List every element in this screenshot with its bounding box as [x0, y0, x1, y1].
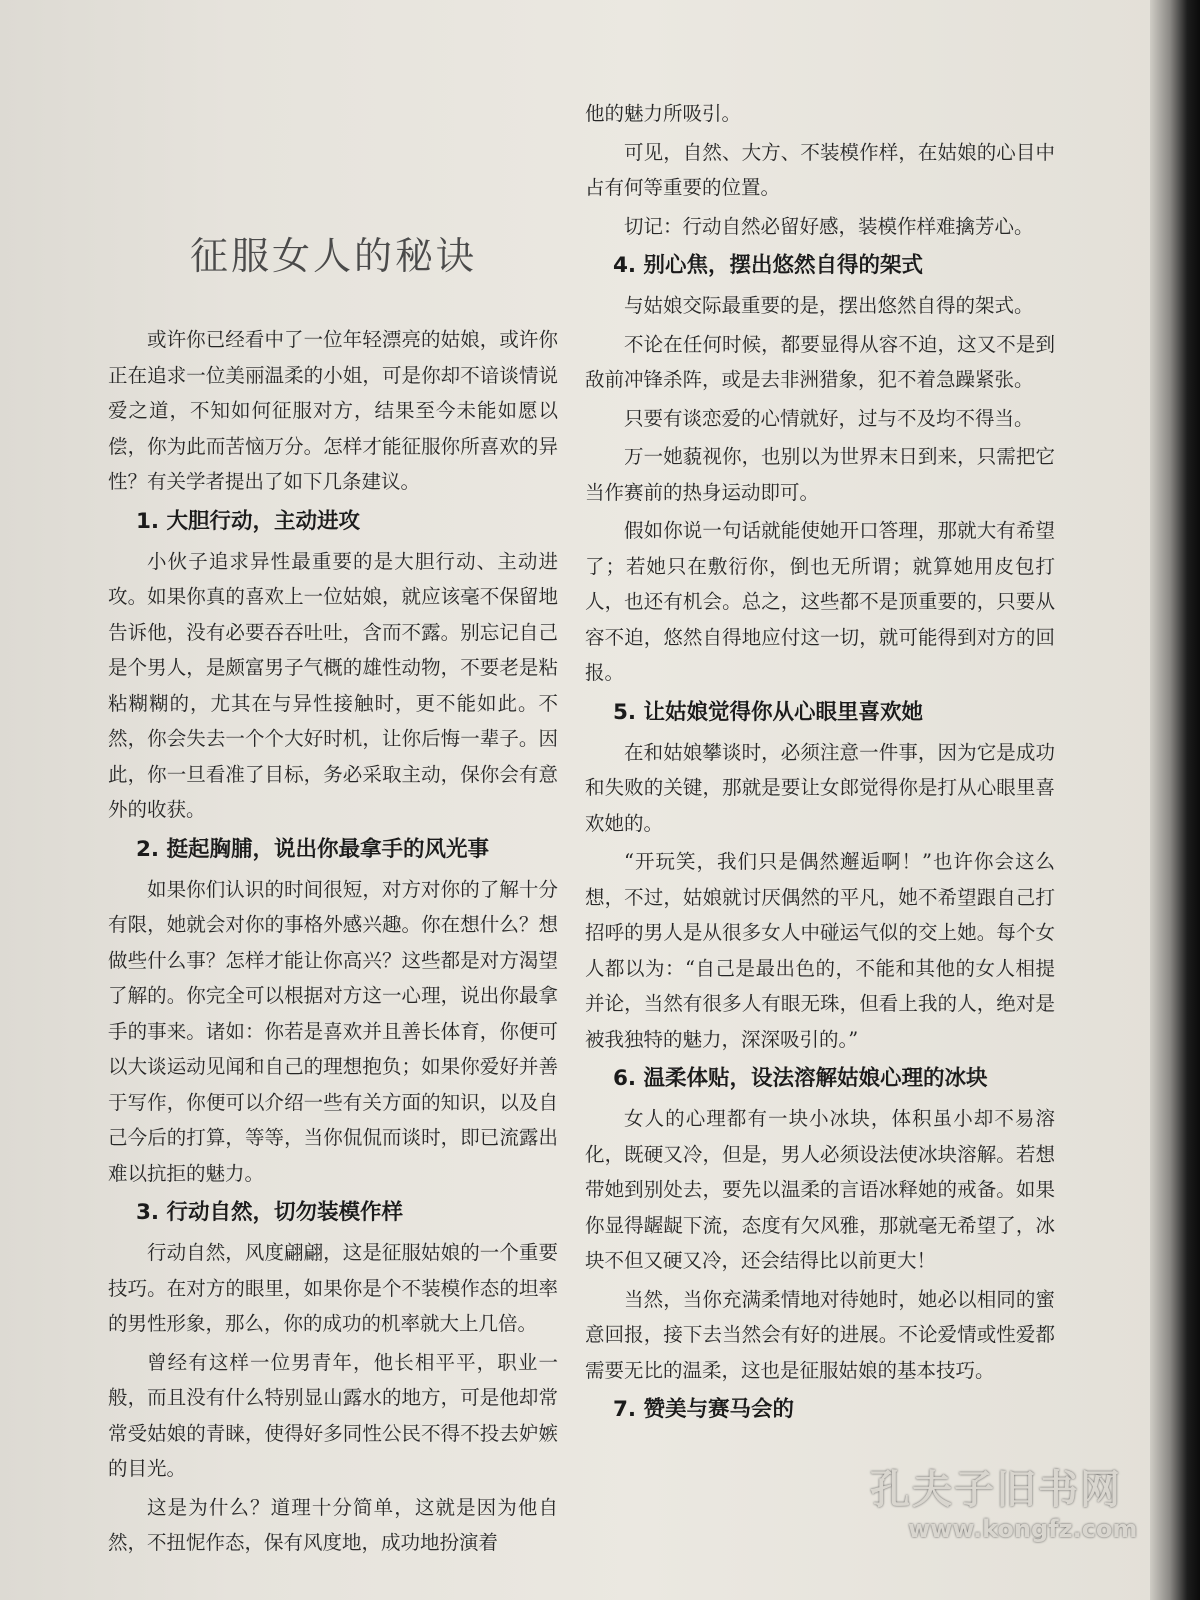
- paragraph: 只要有谈恋爱的心情就好，过与不及均不得当。: [624, 406, 1034, 430]
- section-heading: 6. 温柔体贴，设法溶解姑娘心理的冰块: [612, 1066, 988, 1091]
- watermark: [870, 1458, 1170, 1543]
- paragraph: 或许你已经看中了一位年轻漂亮的姑娘，或许你正在追求一位美丽温柔的小姐，可是你却不谙谈情说爱之道，不知如何征服对方，结果至今未能如愿以偿，你为此而苦恼万分。怎样才能征服你所喜欢的异性？有关学者提出了如下几条建议。: [108, 328, 558, 493]
- page-edge-shadow: [1150, 0, 1200, 1600]
- paragraph: 这是为什么？道理十分简单，这就是因为他自然，不扭怩作态，保有风度地，成功地扮演着: [108, 1495, 558, 1554]
- right-column: [585, 96, 1055, 1600]
- section-heading: 5. 让姑娘觉得你从心眼里喜欢她: [612, 699, 924, 725]
- paragraph: 在和姑娘攀谈时，必须注意一件事，因为它是成功和失败的关键，那就是要让女郎觉得你是打从心眼里喜欢她的。: [585, 740, 1055, 835]
- paragraph: 万一她藐视你，也别以为世界末日到来，只需把它当作赛前的热身运动即可。: [585, 445, 1055, 504]
- paragraph: 可见，自然、大方、不装模作样，在姑娘的心目中占有何等重要的位置。: [585, 140, 1055, 199]
- paragraph: 曾经有这样一位男青年，他长相平平，职业一般，而且没有什么特别显山露水的地方，可是他却常常受姑娘的青睐，使得好多同性公民不得不投去妒嫉的目光。: [108, 1350, 558, 1480]
- paragraph: 女人的心理都有一块小冰块，体积虽小却不易溶化，既硬又冷，但是，男人必须设法使冰块溶解。若想带她到别处去，要先以温柔的言语冰释她的戒备。如果你显得龌龊下流，态度有欠风雅，那就毫无希望了，冰块不但又硬又冷，还会结得比以前更大！: [585, 1107, 1055, 1272]
- paragraph: 如果你们认识的时间很短，对方对你的了解十分有限，她就会对你的事格外感兴趣。你在想什么？想做些什么事？怎样才能让你高兴？这些都是对方渴望了解的。你完全可以根据对方这一心理，说出你最拿手的事来。诸如：你若是喜欢并且善长体育，你便可以大谈运动见闻和自己的理想抱负；如果你爱好并善于写作，你便可以介绍一些有关方面的知识，以及自己今后的打算，等等，当你侃侃而谈时，即已流露出难以抗拒的魅力。: [108, 877, 558, 1185]
- section-heading: 7. 赞美与赛马会的: [612, 1397, 795, 1422]
- paragraph: 当然，当你充满柔情地对待她时，她必以相同的蜜意回报，接下去当然会有好的进展。不论爱情或性爱都需要无比的温柔，这也是征服姑娘的基本技巧。: [585, 1287, 1055, 1382]
- watermark-title: 孔夫子旧书网: [870, 1467, 1122, 1513]
- section-heading: 2. 挺起胸脯，说出你最拿手的风光事: [135, 836, 490, 862]
- section-heading: 4. 别心焦，摆出悠然自得的架式: [612, 253, 924, 278]
- bleed-through-text: [100, 110, 594, 144]
- section-heading: 1. 大胆行动，主动进攻: [135, 508, 361, 534]
- watermark-url: www.kongfz.com: [908, 1515, 1138, 1543]
- paragraph: 行动自然，风度翩翩，这是征服姑娘的一个重要技巧。在对方的眼里，如果你是个不装模作态的坦率的男性形象，那么，你的成功的机率就大上几倍。: [108, 1241, 558, 1335]
- paragraph: 假如你说一句话就能使她开口答理，那就大有希望了；若她只在敷衍你，倒也无所谓；就算她用皮包打人，也还有机会。总之，这些都不是顶重要的，只要从容不迫，悠然自得地应付这一切，就可能得到对方的回报。: [585, 519, 1055, 684]
- section-heading: 3. 行动自然，切勿装模作样: [135, 1200, 404, 1225]
- article-title: 征服女人的秘诀: [190, 234, 478, 278]
- paragraph: 与姑娘交际最重要的是，摆出悠然自得的架式。: [624, 294, 1034, 317]
- paragraph: 切记：行动自然必留好感，装模作样难擒芳心。: [624, 214, 1034, 238]
- paragraph: 小伙子追求异性最重要的是大胆行动、主动进攻。如果你真的喜欢上一位姑娘，就应该毫不保留地告诉他，没有必要吞吞吐吐，含而不露。别忘记自己是个男人，是颇富男子气概的雄性动物，不要老是粘粘糊糊的，尤其在与异性接触时，更不能如此。不然，你会失去一个个大好时机，让你后悔一辈子。因此，你一旦看准了目标，务必采取主动，保你会有意外的收获。: [108, 549, 558, 821]
- paragraph: 他的魅力所吸引。: [585, 102, 742, 125]
- paragraph: “开玩笑，我们只是偶然邂逅啊！”也许你会这么想，不过，姑娘就讨厌偶然的平凡，她不希望跟自己打招呼的男人是从很多女人中碰运气似的交上她。每个女人都以为：“自己是最出色的，不能和其他的女人相提并论，当然有很多人有眼无珠，但看上我的人，绝对是被我独特的魅力，深深吸引的。”: [585, 850, 1055, 1051]
- left-column: [108, 322, 558, 1600]
- paragraph: 不论在任何时候，都要显得从容不迫，这又不是到敌前冲锋杀阵，或是去非洲猎象，犯不着急躁紧张。: [585, 332, 1055, 391]
